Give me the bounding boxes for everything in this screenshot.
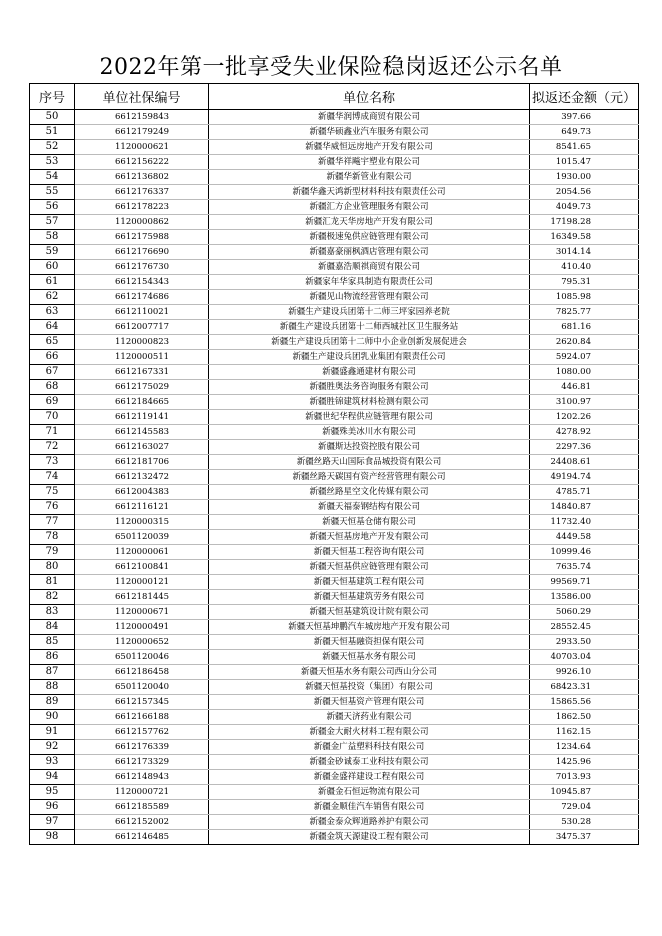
row-code: 1120000721 [75, 785, 209, 800]
row-code: 6612145583 [75, 425, 209, 440]
row-code: 6612163027 [75, 440, 209, 455]
row-amount: 1862.50 [530, 710, 639, 725]
row-name: 新疆生产建设兵团第十二师西城社区卫生服务站 [209, 320, 530, 335]
row-name: 新疆天恒基建筑劳务有限公司 [209, 590, 530, 605]
subsidy-table [29, 83, 639, 845]
row-seq: 55 [30, 185, 75, 200]
row-seq: 92 [30, 740, 75, 755]
row-amount: 15865.56 [530, 695, 639, 710]
row-code: 6612167331 [75, 365, 209, 380]
row-seq: 69 [30, 395, 75, 410]
table-row [30, 245, 639, 260]
row-amount: 1202.26 [530, 410, 639, 425]
table-row [30, 470, 639, 485]
row-name: 新疆金泰众辉道路养护有限公司 [209, 815, 530, 830]
row-code: 6612004383 [75, 485, 209, 500]
row-code: 6612184665 [75, 395, 209, 410]
row-amount: 5924.07 [530, 350, 639, 365]
row-name: 新疆殊美冰川水有限公司 [209, 425, 530, 440]
row-amount: 1015.47 [530, 155, 639, 170]
row-name: 新疆汇龙天华房地产开发有限公司 [209, 215, 530, 230]
row-name: 新疆天恒基资产管理有限公司 [209, 695, 530, 710]
row-seq: 98 [30, 830, 75, 845]
row-seq: 68 [30, 380, 75, 395]
table-row [30, 455, 639, 470]
row-seq: 76 [30, 500, 75, 515]
row-seq: 88 [30, 680, 75, 695]
row-name: 新疆天福泰钢结构有限公司 [209, 500, 530, 515]
row-seq: 81 [30, 575, 75, 590]
row-amount: 99569.71 [530, 575, 639, 590]
row-name: 新疆生产建设兵团第十二师三坪家园养老院 [209, 305, 530, 320]
row-name: 新疆金广益塑料科技有限公司 [209, 740, 530, 755]
row-amount: 7825.77 [530, 305, 639, 320]
row-amount: 16349.58 [530, 230, 639, 245]
row-seq: 62 [30, 290, 75, 305]
row-amount: 2054.56 [530, 185, 639, 200]
row-code: 6612157345 [75, 695, 209, 710]
row-seq: 93 [30, 755, 75, 770]
row-name: 新疆生产建设兵团乳业集团有限责任公司 [209, 350, 530, 365]
row-amount: 13586.00 [530, 590, 639, 605]
row-name: 新疆天恒基坤鹏汽车城房地产开发有限公司 [209, 620, 530, 635]
row-amount: 7635.74 [530, 560, 639, 575]
table-row [30, 830, 639, 845]
row-amount: 11732.40 [530, 515, 639, 530]
table-row [30, 335, 639, 350]
row-code: 6612110021 [75, 305, 209, 320]
row-code: 6612176730 [75, 260, 209, 275]
row-code: 6612156222 [75, 155, 209, 170]
row-seq: 50 [30, 110, 75, 125]
row-name: 新疆天恒基融资担保有限公司 [209, 635, 530, 650]
row-amount: 1425.96 [530, 755, 639, 770]
table-row [30, 110, 639, 125]
row-seq: 57 [30, 215, 75, 230]
table-row [30, 185, 639, 200]
table-row [30, 800, 639, 815]
row-amount: 5060.29 [530, 605, 639, 620]
row-seq: 85 [30, 635, 75, 650]
row-amount: 14840.87 [530, 500, 639, 515]
table-row [30, 155, 639, 170]
row-amount: 795.31 [530, 275, 639, 290]
table-row [30, 530, 639, 545]
row-amount: 2933.50 [530, 635, 639, 650]
table-row [30, 515, 639, 530]
table-row [30, 290, 639, 305]
header-name: 单位名称 [209, 84, 530, 110]
row-seq: 82 [30, 590, 75, 605]
header-seq: 序号 [30, 84, 75, 110]
row-seq: 58 [30, 230, 75, 245]
row-code: 1120000621 [75, 140, 209, 155]
row-amount: 1085.98 [530, 290, 639, 305]
row-code: 6612154343 [75, 275, 209, 290]
row-name: 新疆极速兔供应链管理有限公司 [209, 230, 530, 245]
row-amount: 4278.92 [530, 425, 639, 440]
table-row [30, 215, 639, 230]
row-seq: 87 [30, 665, 75, 680]
row-amount: 40703.04 [530, 650, 639, 665]
table-row [30, 140, 639, 155]
row-seq: 83 [30, 605, 75, 620]
row-code: 1120000491 [75, 620, 209, 635]
row-code: 6612175029 [75, 380, 209, 395]
table-row [30, 545, 639, 560]
row-amount: 410.40 [530, 260, 639, 275]
row-seq: 95 [30, 785, 75, 800]
table-row [30, 320, 639, 335]
row-code: 6612157762 [75, 725, 209, 740]
header-code: 单位社保编号 [75, 84, 209, 110]
row-seq: 64 [30, 320, 75, 335]
row-code: 1120000315 [75, 515, 209, 530]
row-code: 6612159843 [75, 110, 209, 125]
row-name: 新疆见山物流经营管理有限公司 [209, 290, 530, 305]
row-code: 6612181706 [75, 455, 209, 470]
row-amount: 49194.74 [530, 470, 639, 485]
row-code: 1120000671 [75, 605, 209, 620]
row-name: 新疆天恒基投资（集团）有限公司 [209, 680, 530, 695]
row-code: 6612185589 [75, 800, 209, 815]
row-seq: 51 [30, 125, 75, 140]
row-name: 新疆胜锦建筑材料检测有限公司 [209, 395, 530, 410]
row-code: 6501120040 [75, 680, 209, 695]
table-row [30, 590, 639, 605]
row-code: 6612176690 [75, 245, 209, 260]
row-code: 6612148943 [75, 770, 209, 785]
row-seq: 73 [30, 455, 75, 470]
row-amount: 3014.14 [530, 245, 639, 260]
row-amount: 2620.84 [530, 335, 639, 350]
row-seq: 63 [30, 305, 75, 320]
row-name: 新疆金盛祥建设工程有限公司 [209, 770, 530, 785]
row-code: 6612136802 [75, 170, 209, 185]
row-name: 新疆华新管业有限公司 [209, 170, 530, 185]
row-amount: 8541.65 [530, 140, 639, 155]
row-amount: 1930.00 [530, 170, 639, 185]
row-code: 6612179249 [75, 125, 209, 140]
row-name: 新疆汇方企业管理服务有限公司 [209, 200, 530, 215]
table-row [30, 170, 639, 185]
table-row [30, 770, 639, 785]
row-amount: 17198.28 [530, 215, 639, 230]
row-seq: 96 [30, 800, 75, 815]
row-seq: 66 [30, 350, 75, 365]
row-amount: 7013.93 [530, 770, 639, 785]
row-seq: 53 [30, 155, 75, 170]
row-amount: 446.81 [530, 380, 639, 395]
row-seq: 97 [30, 815, 75, 830]
table-row [30, 560, 639, 575]
row-code: 6501120039 [75, 530, 209, 545]
table-row [30, 605, 639, 620]
row-name: 新疆天恒基建筑工程有限公司 [209, 575, 530, 590]
table-row [30, 785, 639, 800]
table-row [30, 665, 639, 680]
table-row [30, 425, 639, 440]
row-code: 1120000652 [75, 635, 209, 650]
table-row [30, 575, 639, 590]
table-row [30, 395, 639, 410]
row-amount: 68423.31 [530, 680, 639, 695]
table-row [30, 485, 639, 500]
table-row [30, 635, 639, 650]
row-name: 新疆金大耐火材料工程有限公司 [209, 725, 530, 740]
row-amount: 3100.97 [530, 395, 639, 410]
row-seq: 94 [30, 770, 75, 785]
row-name: 新疆天恒基水务有限公司西山分公司 [209, 665, 530, 680]
row-amount: 9926.10 [530, 665, 639, 680]
row-name: 新疆天济药业有限公司 [209, 710, 530, 725]
row-code: 1120000511 [75, 350, 209, 365]
row-code: 6612175988 [75, 230, 209, 245]
table-row [30, 230, 639, 245]
row-code: 6612174686 [75, 290, 209, 305]
row-amount: 4785.71 [530, 485, 639, 500]
row-name: 新疆华鑫天鸿新型材料科技有限责任公司 [209, 185, 530, 200]
table-row [30, 440, 639, 455]
row-seq: 89 [30, 695, 75, 710]
row-name: 新疆嘉豪丽枫酒店管理有限公司 [209, 245, 530, 260]
row-name: 新疆天恒基工程咨询有限公司 [209, 545, 530, 560]
row-name: 新疆华威恒远房地产开发有限公司 [209, 140, 530, 155]
row-name: 新疆嘉浩顺祺商贸有限公司 [209, 260, 530, 275]
row-amount: 3475.37 [530, 830, 639, 845]
table-header-row [30, 84, 639, 110]
row-code: 6612186458 [75, 665, 209, 680]
table-row [30, 740, 639, 755]
table-row [30, 620, 639, 635]
table-row [30, 725, 639, 740]
row-seq: 59 [30, 245, 75, 260]
row-code: 1120000061 [75, 545, 209, 560]
table-row [30, 380, 639, 395]
row-code: 6612132472 [75, 470, 209, 485]
table-row [30, 500, 639, 515]
row-amount: 10945.87 [530, 785, 639, 800]
row-amount: 681.16 [530, 320, 639, 335]
row-name: 新疆斯达投资控股有限公司 [209, 440, 530, 455]
row-seq: 70 [30, 410, 75, 425]
row-code: 6612178223 [75, 200, 209, 215]
table-row [30, 755, 639, 770]
row-name: 新疆天恒基水务有限公司 [209, 650, 530, 665]
row-code: 6612119141 [75, 410, 209, 425]
table-row [30, 410, 639, 425]
row-name: 新疆天恒基建筑设计院有限公司 [209, 605, 530, 620]
row-name: 新疆丝路天碳国有资产经营管理有限公司 [209, 470, 530, 485]
row-name: 新疆天恒基房地产开发有限公司 [209, 530, 530, 545]
table-row [30, 350, 639, 365]
row-amount: 24408.61 [530, 455, 639, 470]
table-row [30, 650, 639, 665]
table-row [30, 695, 639, 710]
table-row [30, 305, 639, 320]
row-code: 1120000862 [75, 215, 209, 230]
row-name: 新疆家年华家具制造有限责任公司 [209, 275, 530, 290]
row-code: 6612173329 [75, 755, 209, 770]
row-code: 6501120046 [75, 650, 209, 665]
row-code: 6612176339 [75, 740, 209, 755]
row-amount: 530.28 [530, 815, 639, 830]
row-code: 6612100841 [75, 560, 209, 575]
row-name: 新疆金顺佳汽车销售有限公司 [209, 800, 530, 815]
row-code: 6612166188 [75, 710, 209, 725]
row-seq: 74 [30, 470, 75, 485]
table-body [30, 110, 639, 845]
row-seq: 65 [30, 335, 75, 350]
row-name: 新疆生产建设兵团第十二师中小企业创新发展促进会 [209, 335, 530, 350]
row-name: 新疆华润博成商贸有限公司 [209, 110, 530, 125]
table-row [30, 260, 639, 275]
row-seq: 61 [30, 275, 75, 290]
row-code: 6612146485 [75, 830, 209, 845]
table-row [30, 680, 639, 695]
row-seq: 78 [30, 530, 75, 545]
table-row [30, 275, 639, 290]
row-code: 6612007717 [75, 320, 209, 335]
row-code: 1120000823 [75, 335, 209, 350]
row-seq: 79 [30, 545, 75, 560]
row-seq: 77 [30, 515, 75, 530]
row-name: 新疆金石恒远物流有限公司 [209, 785, 530, 800]
row-seq: 90 [30, 710, 75, 725]
row-amount: 10999.46 [530, 545, 639, 560]
row-seq: 84 [30, 620, 75, 635]
row-amount: 4049.73 [530, 200, 639, 215]
table-row [30, 125, 639, 140]
row-code: 6612181445 [75, 590, 209, 605]
row-code: 1120000121 [75, 575, 209, 590]
row-amount: 729.04 [530, 800, 639, 815]
row-name: 新疆天恒基仓储有限公司 [209, 515, 530, 530]
row-amount: 2297.36 [530, 440, 639, 455]
row-seq: 54 [30, 170, 75, 185]
row-name: 新疆华硕鑫业汽车服务有限公司 [209, 125, 530, 140]
table-row [30, 200, 639, 215]
table-row [30, 815, 639, 830]
row-amount: 1234.64 [530, 740, 639, 755]
row-amount: 397.66 [530, 110, 639, 125]
row-seq: 91 [30, 725, 75, 740]
row-seq: 71 [30, 425, 75, 440]
row-seq: 67 [30, 365, 75, 380]
row-name: 新疆天恒基供应链管理有限公司 [209, 560, 530, 575]
row-seq: 75 [30, 485, 75, 500]
row-code: 6612116121 [75, 500, 209, 515]
row-name: 新疆盛鑫通建材有限公司 [209, 365, 530, 380]
row-name: 新疆世纪华程供应链管理有限公司 [209, 410, 530, 425]
page-title: 2022年第一批享受失业保险稳岗返还公示名单 [99, 55, 563, 80]
row-name: 新疆华祥飚宇塑业有限公司 [209, 155, 530, 170]
row-amount: 1162.15 [530, 725, 639, 740]
row-seq: 72 [30, 440, 75, 455]
row-amount: 649.73 [530, 125, 639, 140]
row-name: 新疆丝路天山国际食品城投资有限公司 [209, 455, 530, 470]
row-name: 新疆金砂诚泰工业科技有限公司 [209, 755, 530, 770]
row-amount: 28552.45 [530, 620, 639, 635]
row-name: 新疆胜奥法务咨询服务有限公司 [209, 380, 530, 395]
row-name: 新疆金筑天源建设工程有限公司 [209, 830, 530, 845]
row-amount: 1080.00 [530, 365, 639, 380]
row-code: 6612176337 [75, 185, 209, 200]
row-amount: 4449.58 [530, 530, 639, 545]
row-name: 新疆丝路星空文化传媒有限公司 [209, 485, 530, 500]
row-seq: 60 [30, 260, 75, 275]
row-seq: 56 [30, 200, 75, 215]
header-amount: 拟返还金额（元） [530, 84, 639, 110]
row-seq: 80 [30, 560, 75, 575]
table-row [30, 710, 639, 725]
row-seq: 86 [30, 650, 75, 665]
table-row [30, 365, 639, 380]
row-code: 6612152002 [75, 815, 209, 830]
row-seq: 52 [30, 140, 75, 155]
